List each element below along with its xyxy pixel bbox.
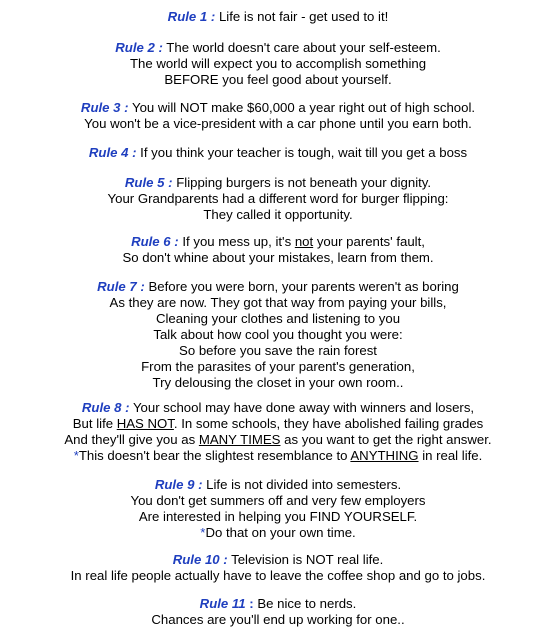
rule-text: Are interested in helping you FIND YOURSELF. (138, 509, 418, 524)
rule-text: Cleaning your clothes and listening to you (155, 311, 401, 326)
rule-text: Try delousing the closet in your own room.. (152, 375, 404, 390)
underlined-text: not (294, 234, 314, 249)
rule-text-line (0, 448, 556, 464)
rule-text-line (0, 207, 556, 223)
rule-heading-line (0, 279, 556, 295)
rule-label: Rule 4 : (88, 145, 137, 160)
rule-text-line (0, 56, 556, 72)
asterisk-mark: * (200, 525, 206, 540)
rule-text-line (0, 295, 556, 311)
rule-text: Life is not fair - get used to it! (215, 9, 389, 24)
rule-text: The world will expect you to accomplish something (129, 56, 427, 71)
rule-label: Rule 5 : (124, 175, 173, 190)
rule-text: But life (72, 416, 117, 431)
rule-text: in real life. (418, 448, 483, 463)
rule-heading-line (0, 234, 556, 250)
rule-text-line (0, 509, 556, 525)
rule-block (0, 175, 556, 223)
rule-block (0, 40, 556, 88)
rule-text: Chances are you'll end up working for one.. (151, 612, 405, 627)
rule-text: Television is NOT real life. (227, 552, 384, 567)
rule-heading-line (0, 145, 556, 161)
rule-label: Rule 2 : (115, 40, 163, 55)
rule-text: BEFORE you feel good about yourself. (164, 72, 392, 87)
rule-text: The world doesn't care about your self-esteem. (162, 40, 441, 55)
rule-text: You won't be a vice-president with a car phone until you earn both. (84, 116, 472, 131)
rule-heading-line (0, 477, 556, 493)
rule-text: They called it opportunity. (203, 207, 353, 222)
rule-text-line (0, 612, 556, 628)
rule-heading-line (0, 596, 556, 612)
rule-block (0, 552, 556, 584)
rule-text: Your Grandparents had a different word for burger flipping: (107, 191, 449, 206)
rule-heading-line (0, 9, 556, 25)
rule-text-line (0, 311, 556, 327)
rule-text: This doesn't bear the slightest resemblance to (78, 448, 351, 463)
rule-block (0, 100, 556, 132)
rule-block (0, 145, 556, 161)
rule-text: If you mess up, it's (178, 234, 295, 249)
rule-text: So before you save the rain forest (179, 343, 377, 358)
rule-heading-line (0, 40, 556, 56)
rule-text-line (0, 493, 556, 509)
rule-label: Rule 3 : (80, 100, 129, 115)
rule-label: Rule 7 : (97, 279, 145, 294)
rule-label: Rule 10 : (172, 552, 228, 567)
asterisk-mark: * (73, 448, 79, 463)
rule-label: Rule 8 : (81, 400, 130, 415)
rule-label: Rule 1 : (167, 9, 216, 24)
rule-text: From the parasites of your parent's generation, (141, 359, 415, 374)
rule-text: If you think your teacher is tough, wait till you get a boss (136, 145, 468, 160)
rule-text-line (0, 343, 556, 359)
rule-label: Rule 11 (199, 596, 246, 611)
rule-label: Rule 6 : (131, 234, 179, 249)
rule-text: As they are now. They got that way from paying your bills, (109, 295, 447, 310)
rule-block (0, 279, 556, 391)
rule-text-line (0, 525, 556, 541)
rule-heading-line (0, 552, 556, 568)
rule-text: your parents' fault, (313, 234, 425, 249)
rule-text-line (0, 327, 556, 343)
rule-text: as you want to get the right answer. (280, 432, 492, 447)
rule-text-line (0, 416, 556, 432)
rule-heading-line (0, 400, 556, 416)
rule-text-line (0, 359, 556, 375)
rule-text: Talk about how cool you thought you were: (153, 327, 403, 342)
rule-heading-line (0, 175, 556, 191)
rule-text-line (0, 116, 556, 132)
rule-text: Be nice to nerds. (253, 596, 357, 611)
underlined-text: ANYTHING (350, 448, 419, 463)
rule-label-suffix: : (245, 596, 254, 611)
rule-text: You will NOT make $60,000 a year right out of high school. (128, 100, 476, 115)
underlined-text: HAS NOT (116, 416, 174, 431)
rule-text: Life is not divided into semesters. (202, 477, 402, 492)
rule-text: Do that on your own time. (205, 525, 356, 540)
rule-block (0, 234, 556, 266)
rule-block (0, 596, 556, 628)
rule-text: Before you were born, your parents weren't as boring (144, 279, 459, 294)
rule-text: In real life people actually have to leave the coffee shop and go to jobs. (70, 568, 486, 583)
rule-text: Your school may have done away with winners and losers, (129, 400, 475, 415)
rule-text-line (0, 72, 556, 88)
underlined-text: MANY TIMES (198, 432, 281, 447)
rule-text: Flipping burgers is not beneath your dignity. (172, 175, 432, 190)
rule-text-line (0, 191, 556, 207)
rule-block (0, 477, 556, 541)
rule-block (0, 400, 556, 464)
rule-text-line (0, 568, 556, 584)
rule-text-line (0, 375, 556, 391)
rule-text: And they'll give you as (64, 432, 199, 447)
rule-text: So don't whine about your mistakes, learn from them. (122, 250, 434, 265)
rule-text: . In some schools, they have abolished failing grades (173, 416, 484, 431)
rule-text: You don't get summers off and very few employers (130, 493, 426, 508)
rule-text-line (0, 432, 556, 448)
rule-block (0, 9, 556, 25)
rule-heading-line (0, 100, 556, 116)
rule-label: Rule 9 : (154, 477, 203, 492)
rule-text-line (0, 250, 556, 266)
